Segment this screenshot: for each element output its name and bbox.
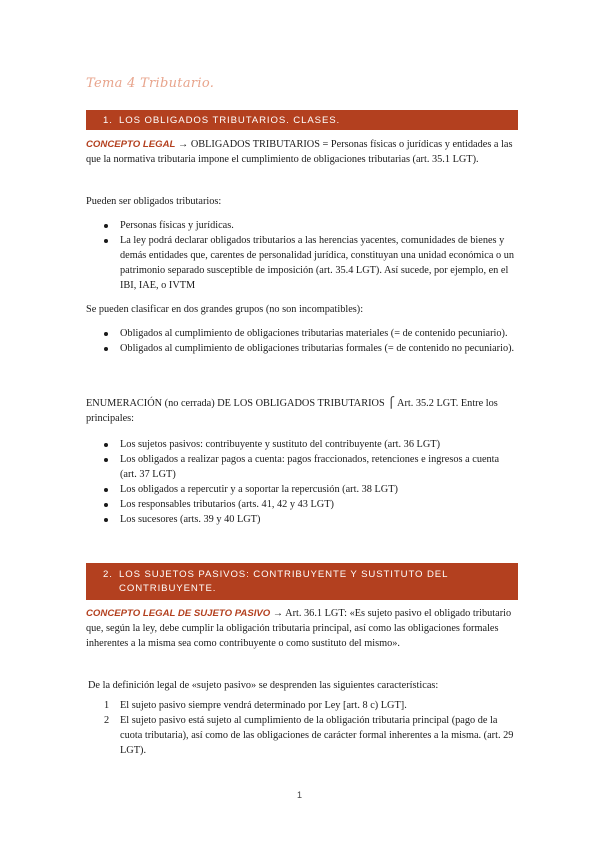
section-2-heading xyxy=(86,563,518,600)
list-item: Los obligados a repercutir y a soportar la repercusión (art. 38 LGT) xyxy=(86,482,518,497)
concept-legal-text: → OBLIGADOS TRIBUTARIOS = Personas físicas o jurídicas y entidades a las que la normativa tributaria impone el cumplimiento de obligaciones tributarias (art. 35.1 LGT). xyxy=(86,139,513,165)
item-number: 2 xyxy=(104,715,110,726)
section-2-heading-line1: LOS SUJETOS PASIVOS: CONTRIBUYENTE Y SUSTITUTO DEL xyxy=(119,569,449,580)
list-item: La ley podrá declarar obligados tributarios a las herencias yacentes, comunidades de bienes y demás entidades que, carentes de personalidad jurídica, constituyan una unidad económica o un patrimonio separado susceptible de imposición (art. 35.4 LGT). Así sucede, por ejemplo, en el IBI, IAE, o IVTM xyxy=(86,233,518,293)
item-text: El sujeto pasivo siempre vendrá determinado por Ley [art. 8 c) LGT]. xyxy=(120,700,407,711)
concept-legal-label: CONCEPTO LEGAL xyxy=(86,139,176,150)
pueden-list xyxy=(86,218,518,293)
list-item: Los obligados a realizar pagos a cuenta: pagos fraccionados, retenciones e ingresos a cuenta (art. 37 LGT) xyxy=(86,452,518,482)
list-item: Los sucesores (arts. 39 y 40 LGT) xyxy=(86,512,518,527)
list-item: Obligados al cumplimiento de obligaciones tributarias materiales (= de contenido pecuniario). xyxy=(86,326,518,341)
section-2-concept xyxy=(86,606,518,651)
enumeracion-text: ENUMERACIÓN (no cerrada) DE LOS OBLIGADOS TRIBUTARIOS ⎧ Art. 35.2 LGT. Entre los principales: xyxy=(86,398,498,424)
section-2-number: 2. xyxy=(103,569,113,580)
list-item: Los sujetos pasivos: contribuyente y sustituto del contribuyente (art. 36 LGT) xyxy=(86,437,518,452)
page-number: 1 xyxy=(296,790,302,800)
list-item: Obligados al cumplimiento de obligaciones tributarias formales (= de contenido no pecuniario). xyxy=(86,341,518,356)
clasificar-intro: Se pueden clasificar en dos grandes grupos (no son incompatibles): xyxy=(86,304,364,315)
section-1-heading-text: LOS OBLIGADOS TRIBUTARIOS. CLASES. xyxy=(119,115,341,126)
item-number: 1 xyxy=(104,700,110,711)
section-1-number: 1. xyxy=(103,115,113,126)
enumeracion-list xyxy=(86,437,518,527)
definicion-intro: De la definición legal de «sujeto pasivo» se desprenden las siguientes características: xyxy=(88,680,439,691)
list-item: Personas físicas y jurídicas. xyxy=(86,218,518,233)
pueden-intro: Pueden ser obligados tributarios: xyxy=(86,196,222,207)
caracteristicas-list xyxy=(86,698,518,758)
document-title: Tema 4 Tributario. xyxy=(86,76,215,91)
list-item xyxy=(86,698,518,713)
list-item xyxy=(86,713,518,758)
item-text: El sujeto pasivo está sujeto al cumplimiento de la obligación tributaria principal (pago de la cuota tributaria), así como de las obligaciones de carácter formal inherentes a la misma. (art. 29 LGT). xyxy=(120,715,514,756)
clasificar-list xyxy=(86,326,518,356)
concept-sujeto-pasivo-label: CONCEPTO LEGAL DE SUJETO PASIVO xyxy=(86,608,271,619)
concept-sujeto-pasivo-text: → Art. 36.1 LGT: «Es sujeto pasivo el obligado tributario que, según la ley, debe cumplir la obligación tributaria principal, así como las obligaciones formales inherentes a la misma sea como contribuyente o como sustituto del mismo». xyxy=(86,608,512,649)
section-1-concept xyxy=(86,137,518,167)
list-item: Los responsables tributarios (arts. 41, 42 y 43 LGT) xyxy=(86,497,518,512)
section-2-heading-line2: CONTRIBUYENTE. xyxy=(119,583,217,594)
section-1-heading xyxy=(86,110,518,130)
